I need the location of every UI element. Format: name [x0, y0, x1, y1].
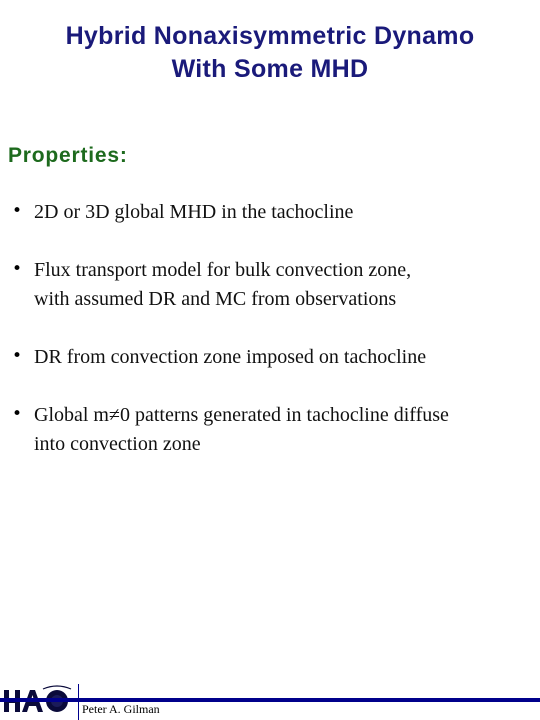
author-name: Peter A. Gilman	[82, 702, 160, 716]
footer-divider	[78, 684, 79, 720]
bullet-list	[12, 198, 537, 488]
bullet-text-line: DR from convection zone imposed on tachocline	[34, 346, 427, 368]
bullet-item	[12, 401, 537, 459]
bullet-icon: •	[12, 201, 23, 221]
bullet-text-line: Global m≠0 patterns generated in tachocline diffuse	[34, 404, 449, 426]
bullet-item	[12, 256, 537, 314]
bullet-text-line: 2D or 3D global MHD in the tachocline	[34, 201, 354, 223]
bullet-item	[12, 198, 537, 227]
bullet-text-line: Flux transport model for bulk convection zone,	[34, 259, 412, 281]
footer-bar	[0, 698, 540, 702]
bullet-icon: •	[12, 404, 23, 424]
slide-title-line-1: Hybrid Nonaxisymmetric Dynamo	[65, 22, 475, 50]
section-heading: Properties:	[8, 144, 128, 167]
bullet-text-line: into convection zone	[34, 433, 201, 455]
bullet-item	[12, 343, 537, 372]
bullet-icon: •	[12, 259, 23, 279]
bullet-text-line: with assumed DR and MC from observations	[34, 288, 397, 310]
bullet-icon: •	[12, 346, 23, 366]
slide-title-line-2: With Some MHD	[171, 55, 369, 83]
slide-title	[0, 20, 540, 86]
